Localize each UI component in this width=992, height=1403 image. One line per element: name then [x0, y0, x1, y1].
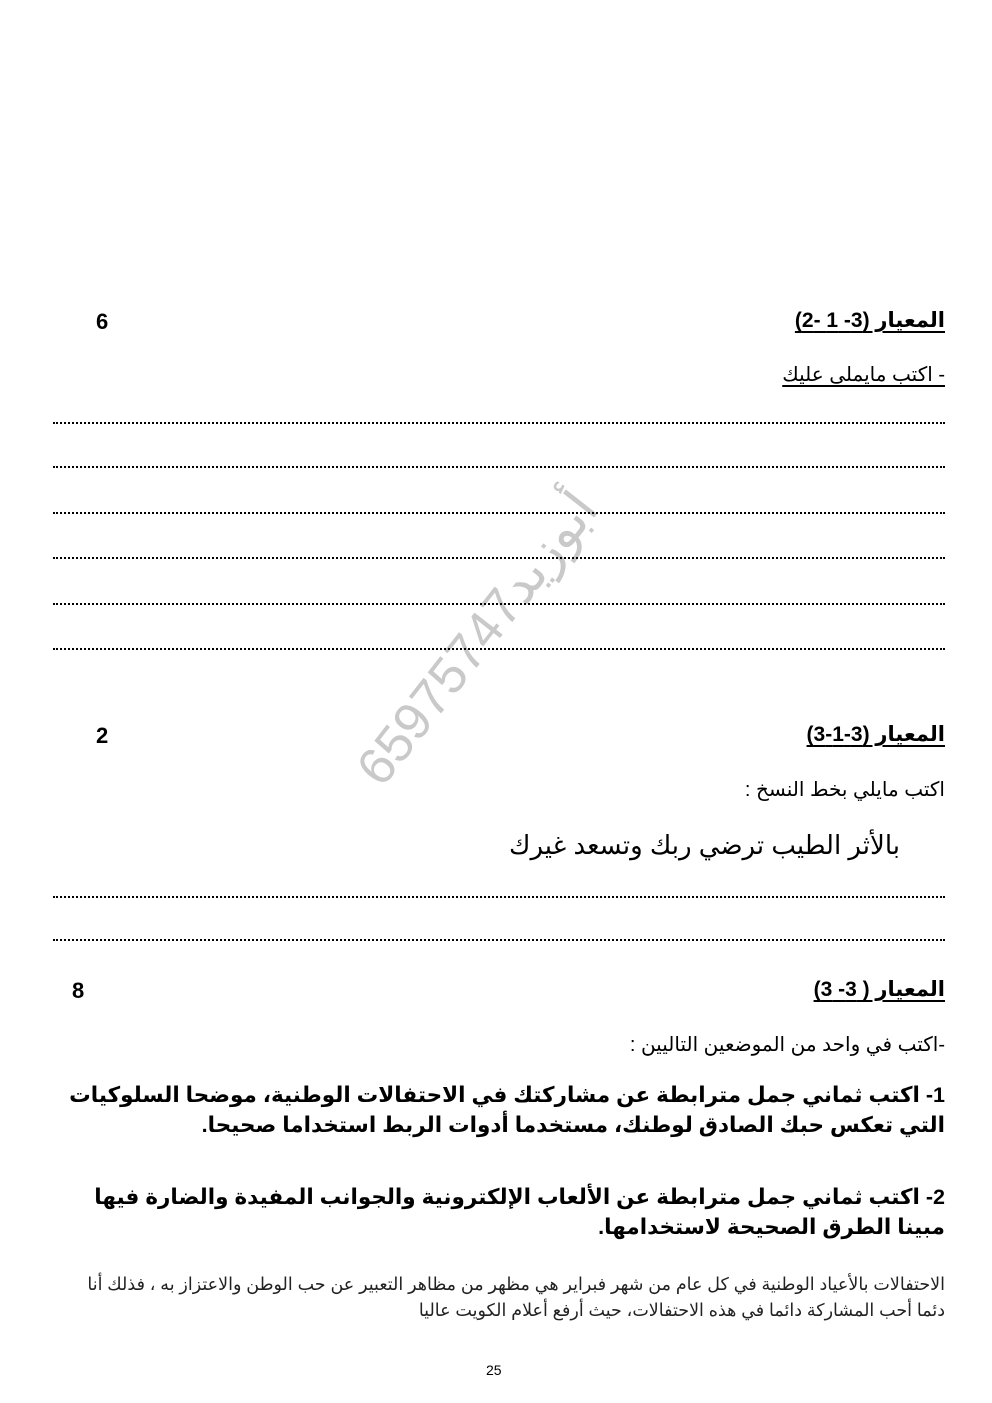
criterion-heading-1: المعيار (3- 1 -2): [794, 309, 945, 332]
instruction-2: اكتب مايلي بخط النسخ :: [744, 779, 945, 801]
instruction-1: - اكتب مايملى عليك: [782, 364, 945, 386]
score-2: 2: [96, 723, 109, 748]
handwritten-answer: الاحتفالات بالأعياد الوطنية في كل عام من شهر فبراير هي مظهر من مظاهر التعبير عن حب الوطن والاعتزاز به ، فذلك أنا دئما أحب المشاركة دائما في هذه الاحتفالات، حيث أرفع أعلام الكويت عاليا: [87, 1274, 945, 1320]
topic-2: 2- اكتب ثماني جمل مترابطة عن الألعاب الإلكترونية والجوانب المفيدة والضارة فيها مبينا الطرق الصحيحة لاستخدامها.: [94, 1185, 945, 1239]
topic-1: 1- اكتب ثماني جمل مترابطة عن مشاركتك في الاحتفالات الوطنية، موضحا السلوكيات التي تعكس حبك الصادق لوطنك، مستخدما أدوات الربط استخداما صحيحا.: [69, 1083, 945, 1137]
writing-line[interactable]: [53, 422, 945, 424]
watermark: أبوزيد65975747: [345, 481, 610, 797]
writing-line[interactable]: [53, 557, 945, 559]
writing-line[interactable]: [53, 603, 945, 605]
score-3: 8: [72, 978, 85, 1003]
criterion-heading-2: المعيار (3-1-3): [806, 723, 945, 746]
writing-line[interactable]: [53, 466, 945, 468]
page-number: 25: [486, 1362, 502, 1378]
writing-line[interactable]: [53, 512, 945, 514]
criterion-heading-3: المعيار ( 3- 3): [813, 978, 945, 1001]
writing-line[interactable]: [53, 896, 945, 898]
score-1: 6: [96, 309, 109, 334]
writing-line[interactable]: [53, 939, 945, 941]
writing-line[interactable]: [53, 648, 945, 650]
model-sentence: بالأثر الطيب ترضي ربك وتسعد غيرك: [509, 830, 900, 860]
instruction-3: -اكتب في واحد من الموضعين التاليين :: [629, 1034, 945, 1056]
